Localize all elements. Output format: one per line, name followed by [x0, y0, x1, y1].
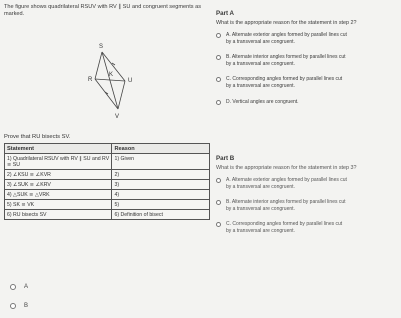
part-a-choice-b[interactable]: [216, 54, 398, 67]
label-k: K: [109, 72, 114, 78]
side-rv: [95, 79, 118, 109]
radio-button[interactable]: [216, 77, 221, 82]
quadrilateral-figure: [80, 38, 150, 122]
choice-letter: A.: [226, 32, 231, 38]
choice-letter: C.: [226, 221, 231, 228]
proof-reason: 2): [112, 170, 210, 180]
proof-reason: 5): [112, 200, 210, 210]
part-a-choice-d[interactable]: [216, 99, 398, 106]
choice-text: Vertical angles are congruent.: [232, 98, 299, 105]
choice-text: Alternate interior angles formed by parallel lines cut: [231, 54, 346, 61]
option-a[interactable]: [10, 277, 28, 296]
proof-reason: 4): [112, 190, 210, 200]
choice-text-cont: by a transversal are congruent.: [226, 38, 295, 45]
choice-text: Alternate interior angles formed by parallel lines cut: [231, 199, 346, 206]
proof-reason: 1) Given: [112, 154, 210, 170]
side-su: [102, 52, 125, 81]
part-b-question: What is the appropriate reason for the statement in step 3?: [216, 165, 357, 171]
part-a-question: What is the appropriate reason for the statement in step 2?: [216, 20, 357, 26]
part-b-title: Part B: [216, 155, 235, 162]
radio-button[interactable]: [216, 33, 221, 38]
choice-letter: B.: [226, 54, 231, 61]
choice-text: Alternate exterior angles formed by parallel lines cut: [231, 32, 347, 38]
choice-letter: C.: [226, 76, 231, 83]
choice-text: Alternate exterior angles formed by parallel lines cut: [231, 177, 347, 183]
radio-button[interactable]: [216, 222, 221, 227]
proof-row: [5, 154, 210, 170]
choice-letter: A.: [226, 177, 231, 183]
part-a-title: Part A: [216, 10, 234, 17]
part-a: [216, 10, 398, 114]
radio-button[interactable]: [10, 303, 16, 309]
part-a-choice-c[interactable]: [216, 76, 398, 89]
choice-letter: D.: [226, 98, 231, 105]
proof-statement: 6) RU bisects SV: [5, 210, 112, 220]
label-v: V: [115, 114, 120, 120]
side-sr: [95, 52, 102, 79]
radio-button[interactable]: [10, 284, 16, 290]
choice-text-cont: by a transversal are congruent.: [226, 183, 295, 190]
proof-statement: 4) △SUK ≅ △VRK: [5, 190, 112, 200]
proof-row: [5, 180, 210, 190]
part-a-choice-a[interactable]: [216, 32, 398, 45]
label-r: R: [88, 77, 93, 83]
radio-button[interactable]: [216, 200, 221, 205]
choice-text-cont: by a transversal are congruent.: [226, 205, 295, 212]
choice-text-cont: by a transversal are congruent.: [226, 227, 295, 234]
option-b[interactable]: [10, 296, 28, 315]
option-label: A: [24, 283, 29, 290]
proof-row: [5, 210, 210, 220]
option-label: B: [24, 302, 29, 309]
proof-row: [5, 200, 210, 210]
choice-text-cont: by a transversal are congruent.: [226, 82, 295, 89]
choice-text: Corresponding angles formed by parallel lines cut: [232, 221, 343, 228]
proof-header-row: [5, 144, 210, 154]
radio-button[interactable]: [216, 100, 221, 105]
radio-button[interactable]: [216, 178, 221, 183]
radio-button[interactable]: [216, 55, 221, 60]
proof-row: [5, 190, 210, 200]
proof-statement: 5) SK ≅ VK: [5, 200, 112, 210]
proof-table: [4, 143, 210, 220]
proof-statement: 1) Quadrilateral RSUV with RV ∥ SU and RV ≅ SU: [5, 154, 112, 170]
statement-header: Statement: [5, 144, 112, 154]
label-u: U: [128, 78, 133, 84]
choice-text-cont: by a transversal are congruent.: [226, 60, 295, 67]
part-b-choice-a[interactable]: [216, 177, 398, 190]
choice-text: Corresponding angles formed by parallel lines cut: [232, 76, 343, 83]
proof-row: [5, 170, 210, 180]
proof-statement: 2) ∠KSU ≅ ∠KVR: [5, 170, 112, 180]
side-uv: [118, 81, 125, 109]
label-s: S: [99, 44, 104, 50]
intro-text: The figure shows quadrilateral RSUV with RV ∥ SU and congruent segments as marked.: [4, 4, 202, 18]
choice-letter: B.: [226, 199, 231, 206]
reason-header: Reason: [112, 144, 210, 154]
part-b: [216, 155, 398, 244]
proof-reason: 6) Definition of bisect: [112, 210, 210, 220]
part-b-choice-b[interactable]: [216, 199, 398, 212]
prove-text: Prove that RU bisects SV.: [4, 134, 71, 140]
proof-reason: 3): [112, 180, 210, 190]
part-b-choice-c[interactable]: [216, 221, 398, 234]
answer-options: [10, 277, 28, 315]
proof-statement: 3) ∠SUK ≅ ∠KRV: [5, 180, 112, 190]
